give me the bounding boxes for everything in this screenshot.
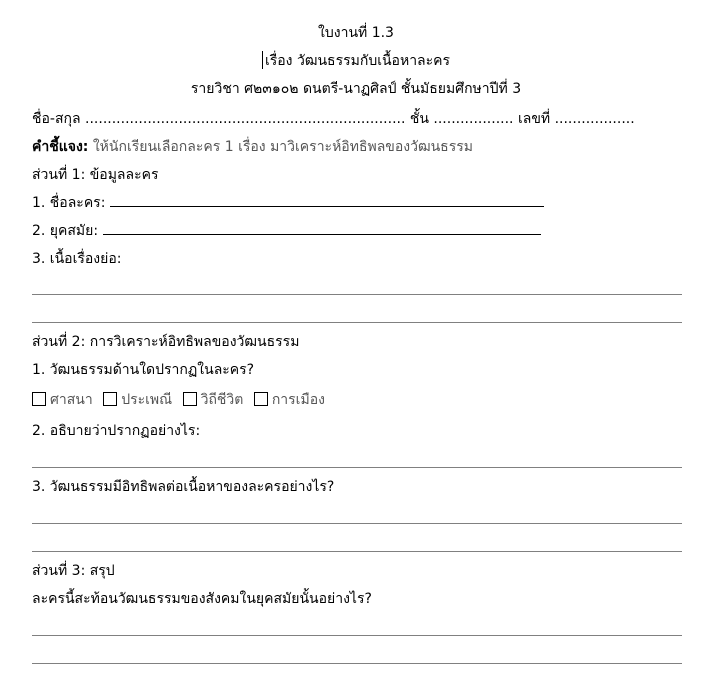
influence-answer-line-2[interactable] xyxy=(32,551,682,552)
option-way-of-life: วิถีชีวิต xyxy=(200,392,244,408)
option-tradition: ประเพณี xyxy=(121,392,173,408)
part1-title: ส่วนที่ 1: ข้อมูลละคร xyxy=(32,167,159,183)
checkbox-religion[interactable] xyxy=(32,392,46,406)
worksheet-number: ใบงานที่ 1.3 xyxy=(318,25,394,41)
drama-name-label: 1. ชื่อละคร: xyxy=(32,195,106,211)
part1-q2 xyxy=(32,220,541,242)
instructions xyxy=(32,136,473,158)
instructions-label: คำชี้แจง: xyxy=(32,139,89,155)
era-label: 2. ยุคสมัย: xyxy=(32,223,99,239)
worksheet-topic xyxy=(0,50,712,72)
explain-answer-line[interactable] xyxy=(32,467,682,468)
synopsis-answer-line-2[interactable] xyxy=(32,322,682,323)
era-field[interactable] xyxy=(103,234,541,235)
influence-answer-line-1[interactable] xyxy=(32,523,682,524)
part3-question: ละครนี้สะท้อนวัฒนธรรมของสังคมในยุคสมัยนั้นอย่างไร? xyxy=(32,591,372,607)
summary-answer-line-2[interactable] xyxy=(32,663,682,664)
synopsis-answer-line-1[interactable] xyxy=(32,294,682,295)
part2-q2: 2. อธิบายว่าปรากฏอย่างไร: xyxy=(32,423,201,439)
text-cursor xyxy=(262,51,263,69)
instructions-text: ให้นักเรียนเลือกละคร 1 เรื่อง มาวิเคราะห์อิทธิพลของวัฒนธรรม xyxy=(92,139,473,155)
checkbox-tradition[interactable] xyxy=(103,392,117,406)
student-info-line[interactable]: ชื่อ-สกุล ........................................................................ ชั้น .................. เลขที่ .................. xyxy=(32,111,635,127)
checkbox-way-of-life[interactable] xyxy=(183,392,197,406)
drama-name-field[interactable] xyxy=(110,206,544,207)
part2-q1: 1. วัฒนธรรมด้านใดปรากฏในละคร? xyxy=(32,362,255,378)
checkbox-politics[interactable] xyxy=(254,392,268,406)
culture-options xyxy=(32,389,331,411)
option-religion: ศาสนา xyxy=(50,392,93,408)
part1-q3: 3. เนื้อเรื่องย่อ: xyxy=(32,251,122,267)
part2-q3: 3. วัฒนธรรมมีอิทธิพลต่อเนื้อหาของละครอย่างไร? xyxy=(32,479,335,495)
topic-text: เรื่อง วัฒนธรรมกับเนื้อหาละคร xyxy=(264,53,451,69)
part2-title: ส่วนที่ 2: การวิเคราะห์อิทธิพลของวัฒนธรรม xyxy=(32,334,300,350)
summary-answer-line-1[interactable] xyxy=(32,635,682,636)
part3-title: ส่วนที่ 3: สรุป xyxy=(32,563,115,579)
course-line: รายวิชา ศ๒๓๑๐๒ ดนตรี-นาฏศิลป์ ชั้นมัธยมศึกษาปีที่ 3 xyxy=(190,81,522,97)
part1-q1 xyxy=(32,192,544,214)
option-politics: การเมือง xyxy=(271,392,325,408)
